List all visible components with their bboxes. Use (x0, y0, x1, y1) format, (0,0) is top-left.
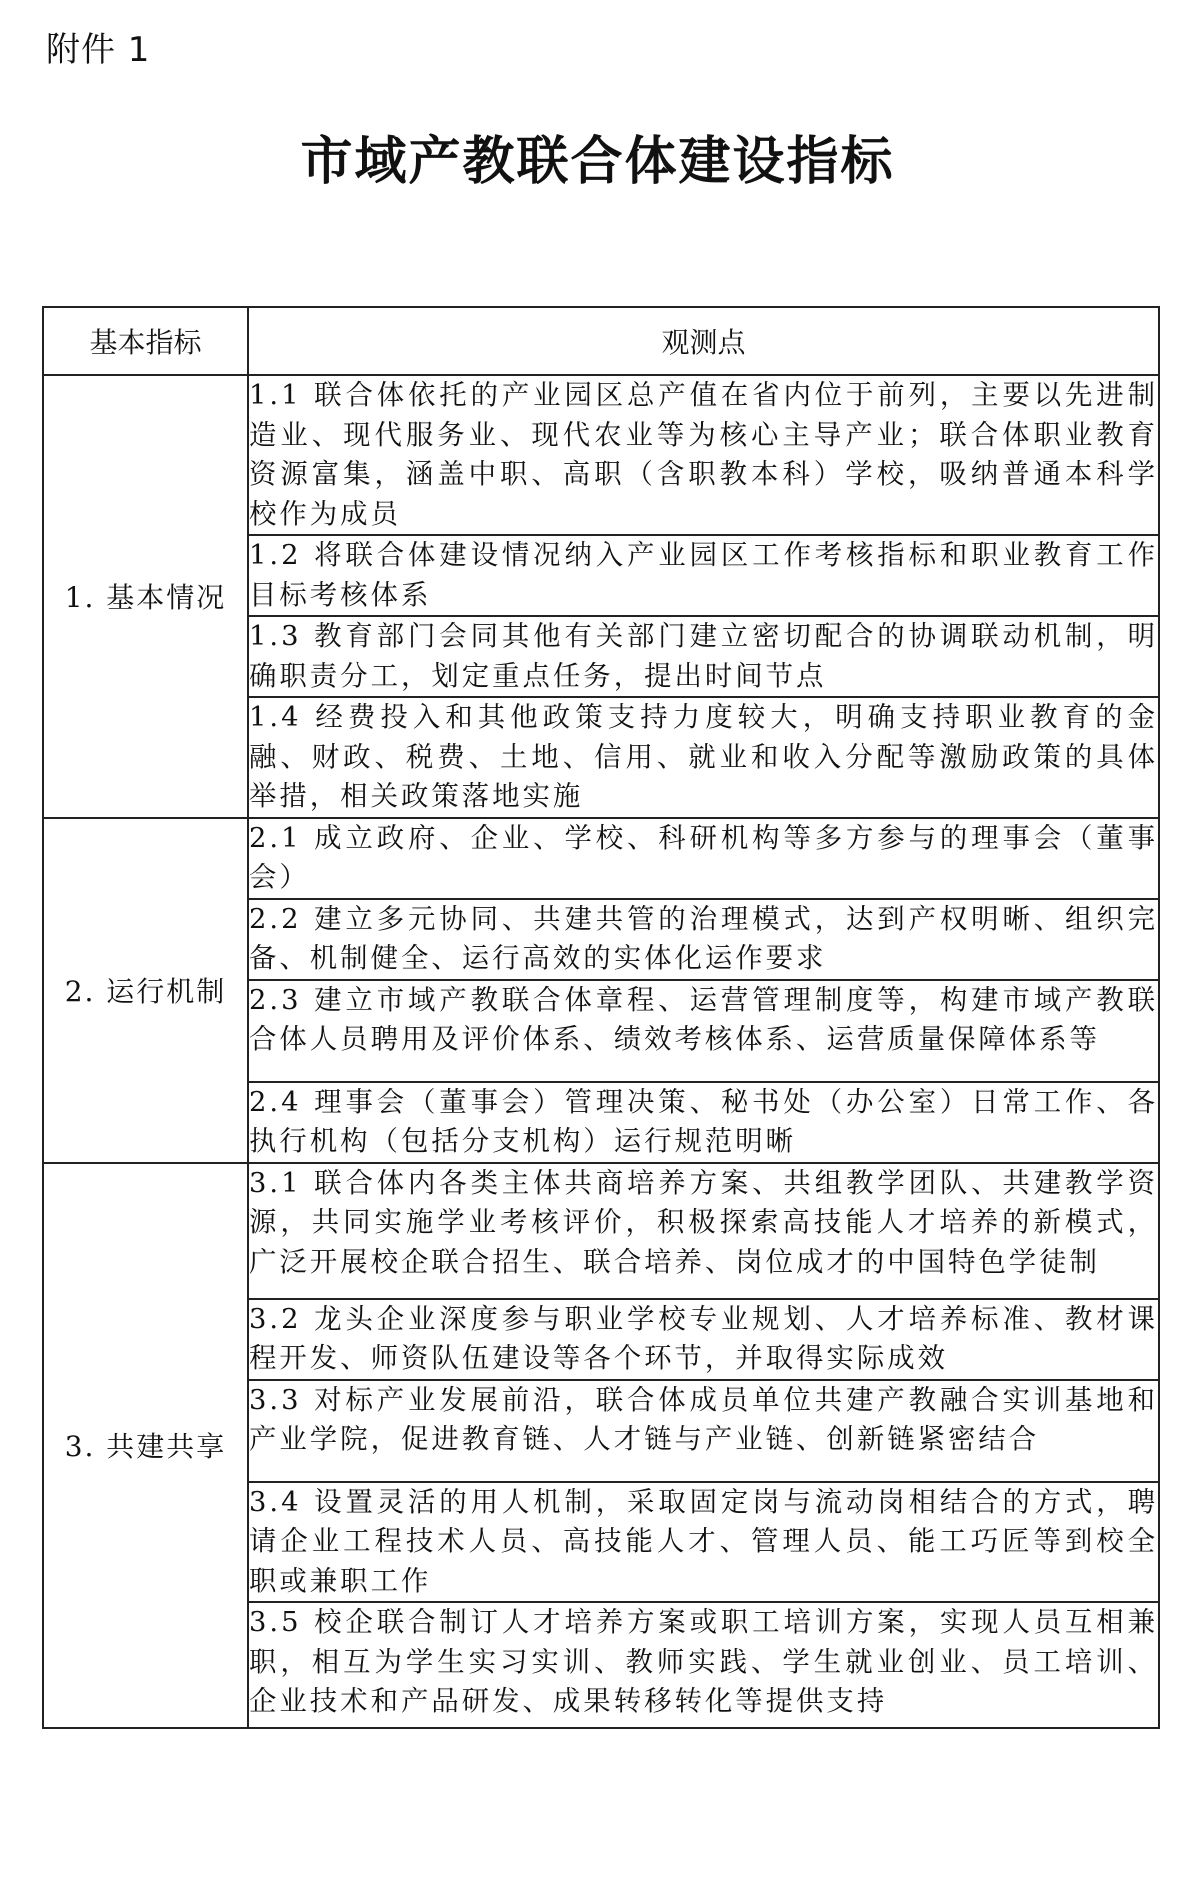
header-observation-point: 观测点 (248, 307, 1159, 375)
observation-point: 2.3 建立市域产教联合体章程、运营管理制度等，构建市域产教联合体人员聘用及评价体系、绩效考核体系、运营质量保障体系等 (248, 980, 1159, 1082)
document-title: 市域产教联合体建设指标 (300, 132, 895, 192)
observation-point: 1.3 教育部门会同其他有关部门建立密切配合的协调联动机制，明确职责分工，划定重点任务，提出时间节点 (248, 616, 1159, 697)
attachment-label: 附件 1 (46, 30, 151, 70)
observation-point: 2.1 成立政府、企业、学校、科研机构等多方参与的理事会（董事会） (248, 818, 1159, 899)
table-row (43, 1163, 1159, 1299)
observation-point: 2.4 理事会（董事会）管理决策、秘书处（办公室）日常工作、各执行机构（包括分支机构）运行规范明晰 (248, 1082, 1159, 1163)
observation-point: 3.1 联合体内各类主体共商培养方案、共组教学团队、共建教学资源，共同实施学业考核评价，积极探索高技能人才培养的新模式，广泛开展校企联合招生、联合培养、岗位成才的中国特色学徒制 (248, 1163, 1159, 1299)
table-row (43, 375, 1159, 535)
table-row (43, 818, 1159, 899)
observation-point: 3.3 对标产业发展前沿，联合体成员单位共建产教融合实训基地和产业学院，促进教育链、人才链与产业链、创新链紧密结合 (248, 1380, 1159, 1482)
indicator-co-construction-sharing: 3. 共建共享 (43, 1163, 248, 1729)
indicator-basic-situation: 1. 基本情况 (43, 375, 248, 818)
observation-point: 1.2 将联合体建设情况纳入产业园区工作考核指标和职业教育工作目标考核体系 (248, 535, 1159, 616)
observation-point: 3.2 龙头企业深度参与职业学校专业规划、人才培养标准、教材课程开发、师资队伍建设等各个环节，并取得实际成效 (248, 1299, 1159, 1380)
indicator-operation-mechanism: 2. 运行机制 (43, 818, 248, 1163)
indicator-table (42, 306, 1160, 1729)
observation-point: 2.2 建立多元协同、共建共管的治理模式，达到产权明晰、组织完备、机制健全、运行高效的实体化运作要求 (248, 899, 1159, 980)
table-header-row (43, 307, 1159, 375)
observation-point: 3.4 设置灵活的用人机制，采取固定岗与流动岗相结合的方式，聘请企业工程技术人员、高技能人才、管理人员、能工巧匠等到校全职或兼职工作 (248, 1482, 1159, 1603)
observation-point: 1.4 经费投入和其他政策支持力度较大，明确支持职业教育的金融、财政、税费、土地、信用、就业和收入分配等激励政策的具体举措，相关政策落地实施 (248, 697, 1159, 818)
header-basic-indicator: 基本指标 (43, 307, 248, 375)
observation-point: 1.1 联合体依托的产业园区总产值在省内位于前列，主要以先进制造业、现代服务业、现代农业等为核心主导产业；联合体职业教育资源富集，涵盖中职、高职（含职教本科）学校，吸纳普通本科学校作为成员 (248, 375, 1159, 535)
observation-point: 3.5 校企联合制订人才培养方案或职工培训方案，实现人员互相兼职，相互为学生实习实训、教师实践、学生就业创业、员工培训、企业技术和产品研发、成果转移转化等提供支持 (248, 1602, 1159, 1728)
